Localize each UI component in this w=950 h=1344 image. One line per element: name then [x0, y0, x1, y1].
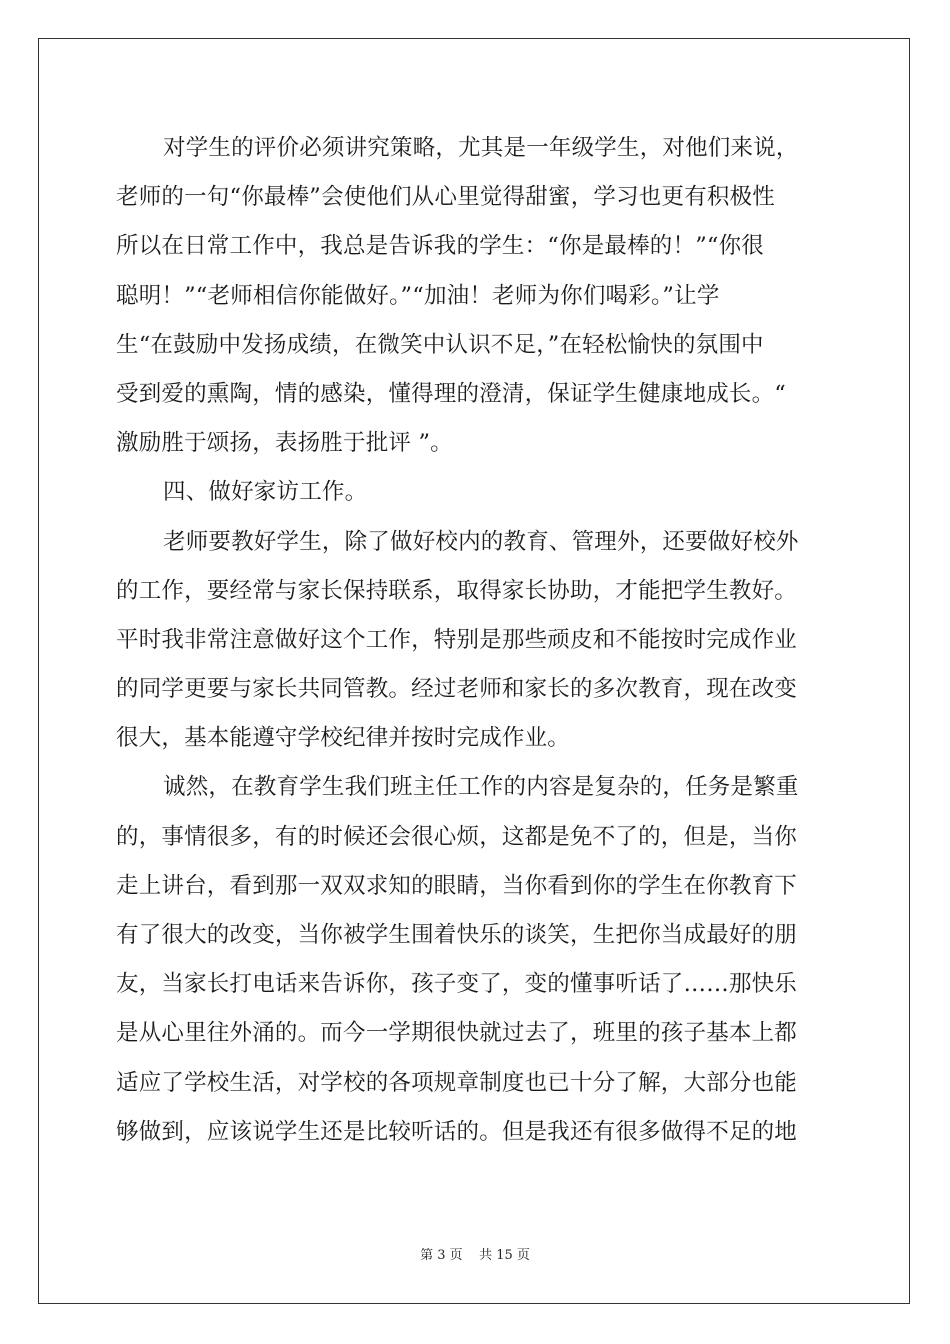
- text-line: 平时我非常注意做好这个工作，特别是那些顽皮和不能按时完成作业: [116, 626, 798, 653]
- document-body: [116, 124, 832, 1157]
- text-line: 生“在鼓励中发扬成绩，在微笑中认识不足，”在轻松愉快的氛围中: [116, 331, 764, 358]
- text-line: 受到爱的熏陶，情的感染，懂得理的澄清，保证学生健康地成长。“: [116, 380, 787, 407]
- text-line: 有了很大的改变，当你被学生围着快乐的谈笑，生把你当成最好的朋: [116, 922, 798, 948]
- text-line: 激励胜于颂扬，表扬胜于批评 ”。: [116, 430, 453, 457]
- text-line: 的，事情很多，有的时候还会很心烦，这都是免不了的，但是，当你: [116, 823, 798, 850]
- text-line: 的同学更要与家长共同管教。经过老师和家长的多次教育，现在改变: [116, 676, 798, 703]
- text-line: 适应了学校生活，对学校的各项规章制度也已十分了解，大部分也能: [116, 1069, 798, 1096]
- text-line: 所以在日常工作中，我总是告诉我的学生：“你是最棒的！”“你很: [116, 233, 765, 260]
- text-line: 走上讲台，看到那一双双求知的眼睛，当你看到你的学生在你教育下: [116, 872, 798, 899]
- text-line: 老师要教好学生，除了做好校内的教育、管理外，还要做好校外: [163, 528, 799, 555]
- text-line: 很大，基本能遵守学校纪律并按时完成作业。: [116, 725, 571, 752]
- text-line: 是从心里往外涌的。而今一学期很快就过去了，班里的孩子基本上都: [116, 1020, 798, 1047]
- text-line: 聪明！”“老师相信你能做好。”“加油！老师为你们喝彩。”让学: [116, 282, 720, 309]
- text-line: 老师的一句“你最棒”会使他们从心里觉得甜蜜，学习也更有积极性: [116, 184, 776, 211]
- section-heading: 四、做好家访工作。: [163, 479, 368, 506]
- text-line: 对学生的评价必须讲究策略，尤其是一年级学生，对他们来说，: [163, 135, 799, 161]
- text-line: 够做到，应该说学生还是比较听话的。但是我还有很多做得不足的地: [116, 1118, 798, 1145]
- page-number-footer: 第 3 页 共 15 页: [420, 1248, 530, 1263]
- text-line: 的工作，要经常与家长保持联系，取得家长协助，才能把学生教好。: [116, 577, 798, 604]
- text-line: 诚然，在教育学生我们班主任工作的内容是复杂的，任务是繁重: [163, 774, 799, 801]
- text-line: 友，当家长打电话来告诉你，孩子变了，变的懂事听话了……那快乐: [116, 971, 798, 998]
